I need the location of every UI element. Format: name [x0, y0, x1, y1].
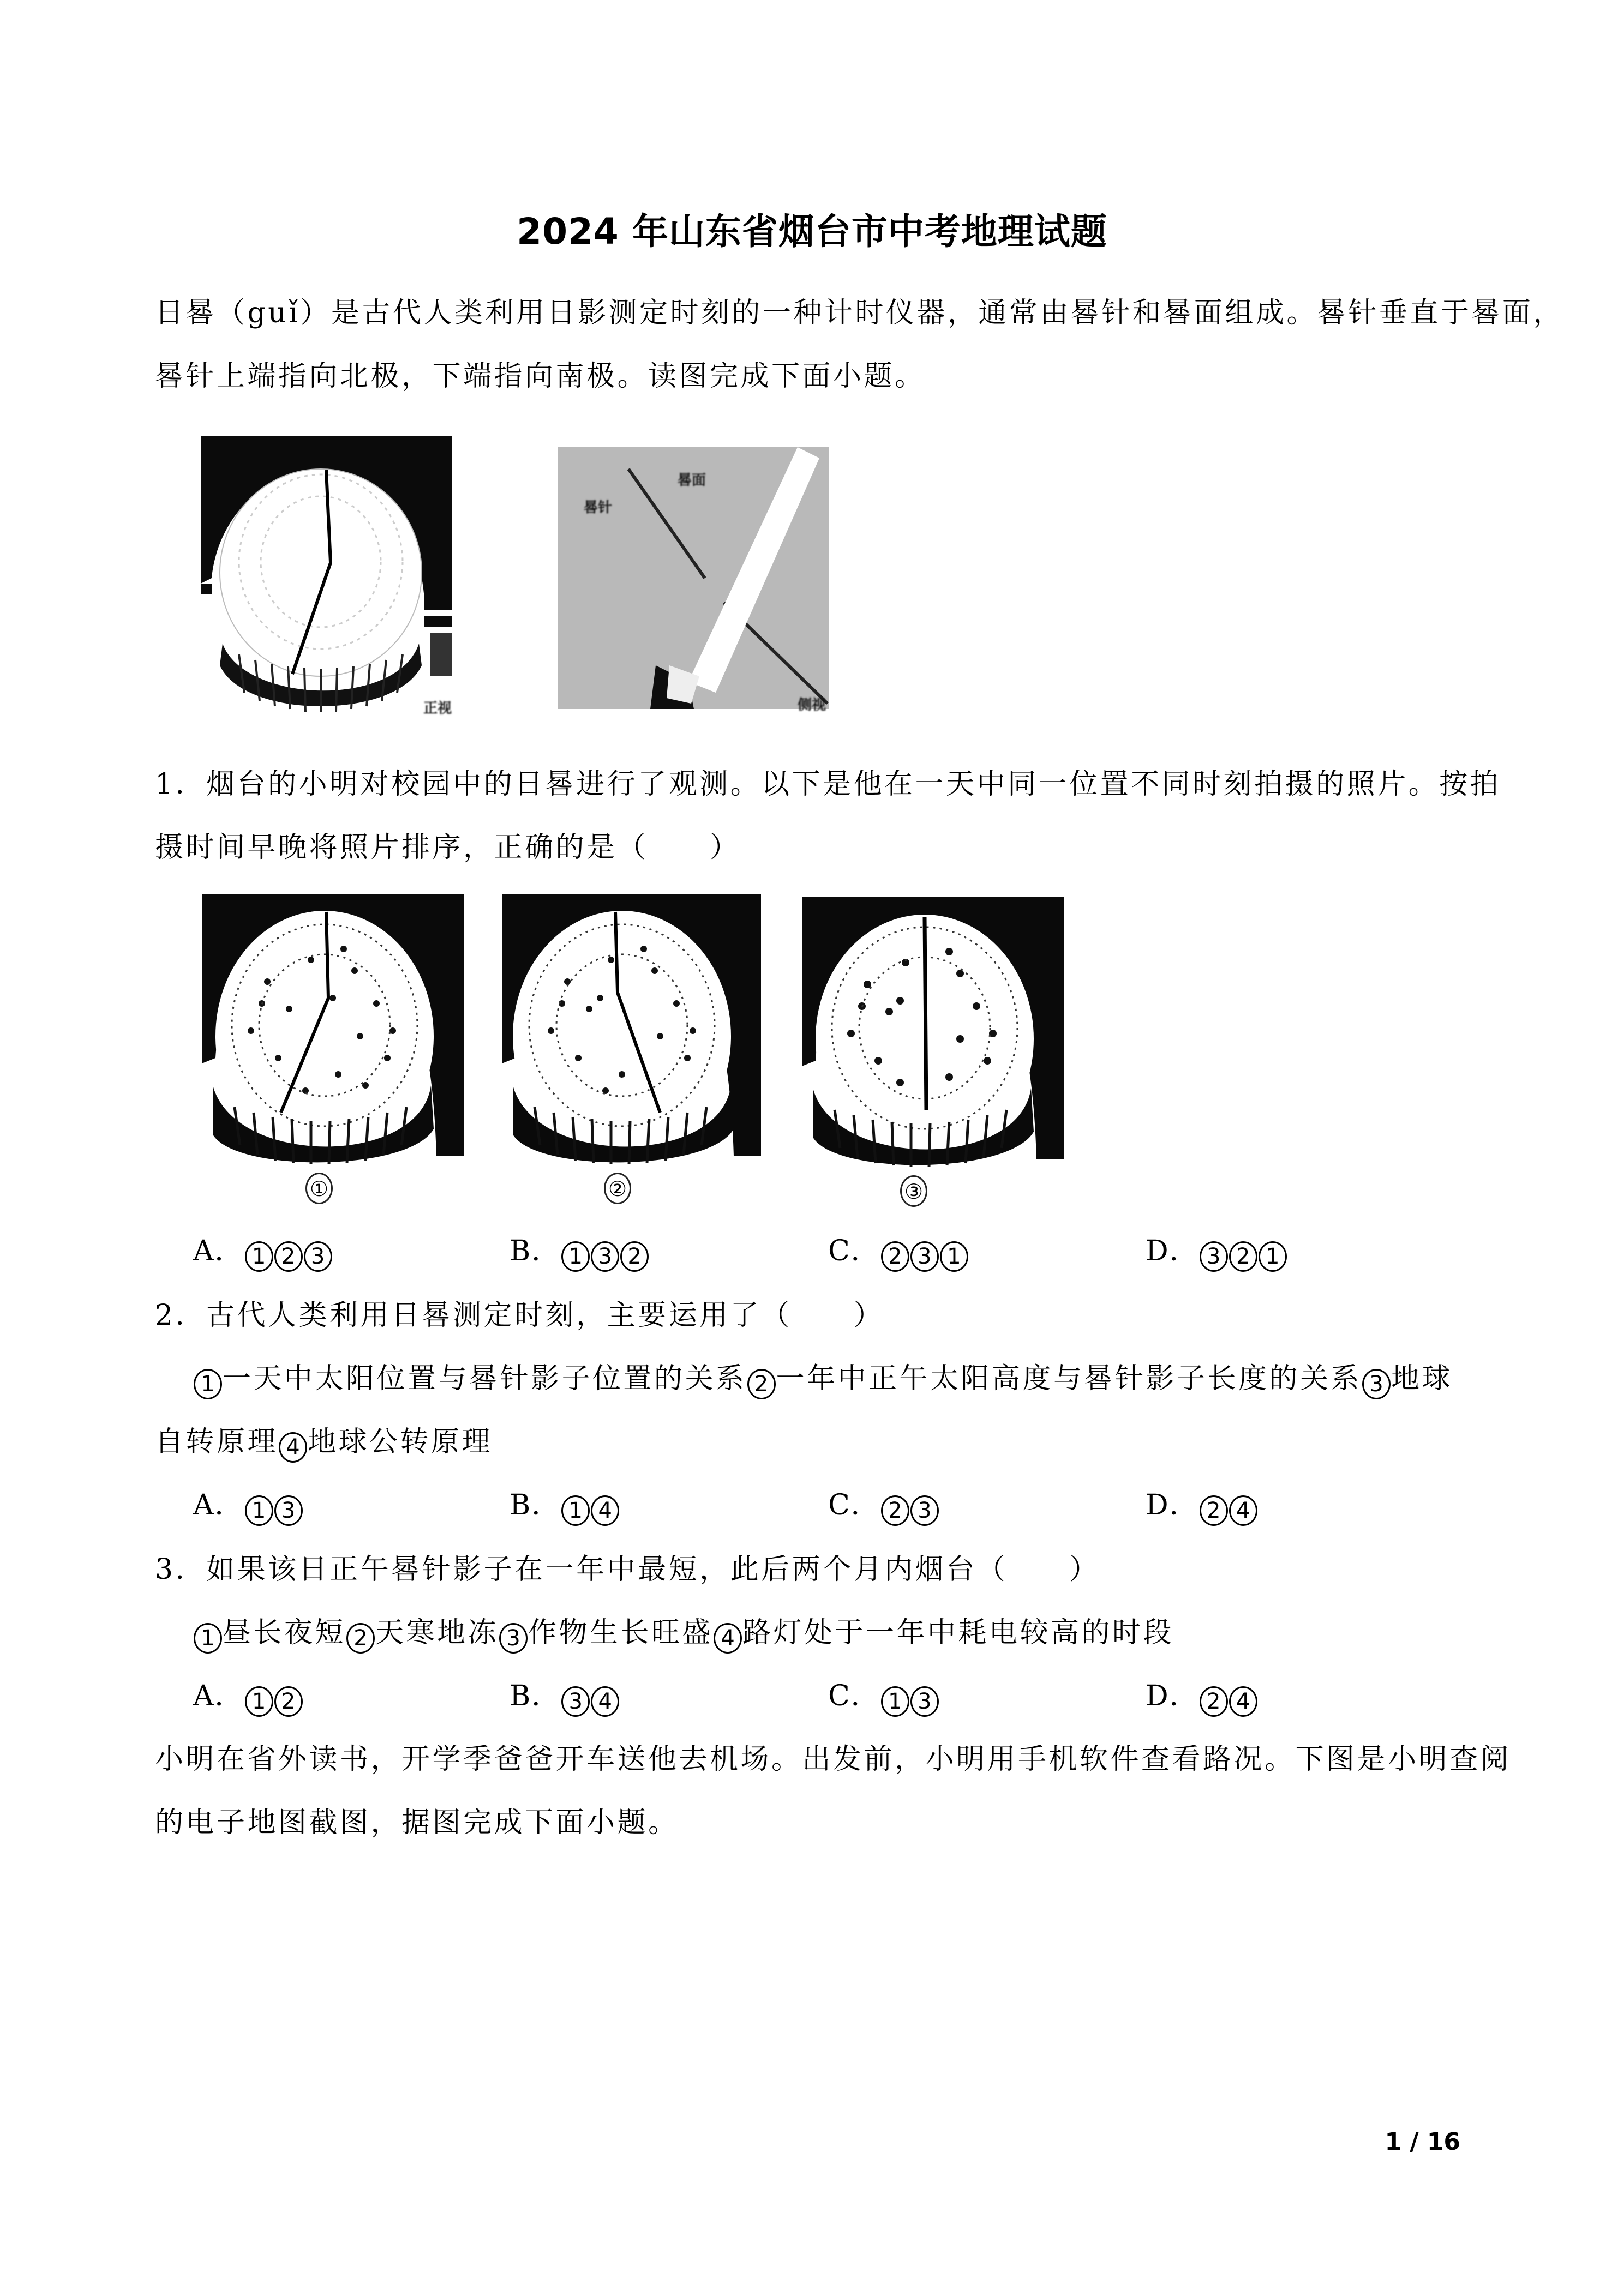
q2-stem: 2．古代人类利用日晷测定时刻，主要运用了（ ）	[155, 1299, 885, 1332]
q2-item-3-part-1: 地球	[1391, 1362, 1453, 1395]
sundial-photo-1-image	[202, 894, 464, 1167]
circled-number: 2	[881, 1241, 909, 1272]
page-number: 1 / 16	[1385, 2128, 1460, 2156]
q2-items-line-1	[193, 1362, 1453, 1399]
circled-number: 4	[1229, 1686, 1257, 1717]
option-letter: D．	[1146, 1680, 1199, 1712]
circled-number: 4	[714, 1623, 742, 1654]
circled-number: 1	[194, 1623, 222, 1654]
passage2-line-2: 的电子地图截图，据图完成下面小题。	[155, 1806, 679, 1839]
sundial-photo-2-image	[502, 894, 761, 1167]
q3-item-3: 作物生长旺盛	[528, 1616, 714, 1649]
sundial-front-view-image	[201, 436, 452, 721]
option-letter: A．	[193, 1235, 244, 1267]
photo-2-label: ②	[596, 1173, 639, 1204]
q2-option-d[interactable]	[1146, 1491, 1258, 1526]
circled-number: 3	[561, 1686, 590, 1717]
photo-1-label: ①	[297, 1173, 341, 1204]
side-view-needle-label: 晷针	[584, 500, 613, 516]
photo-3-label: ③	[892, 1175, 936, 1207]
option-letter: A．	[193, 1489, 244, 1522]
q3-option-c[interactable]	[828, 1682, 939, 1717]
circled-number: 1	[194, 1369, 222, 1399]
circled-number: 1	[561, 1241, 590, 1272]
circled-number: 4	[279, 1432, 307, 1463]
q2-item-4: 地球公转原理	[308, 1426, 493, 1458]
circled-number: 4	[1229, 1495, 1257, 1526]
circled-number: 3	[910, 1241, 939, 1272]
q2-option-c[interactable]	[828, 1491, 939, 1526]
q2-option-a[interactable]	[193, 1491, 303, 1526]
q2-item-1: 一天中太阳位置与晷针影子位置的关系	[223, 1362, 747, 1395]
q1-stem-line-2: 摄时间早晚将照片排序，正确的是（ ）	[155, 831, 741, 864]
sundial-photo-3-image	[802, 897, 1064, 1173]
circled-number: 2	[881, 1495, 909, 1526]
circled-number: 2	[1200, 1686, 1228, 1717]
circled-number: 3	[910, 1686, 939, 1717]
sundial-side-view-figure	[558, 436, 829, 723]
q3-option-b[interactable]	[510, 1682, 620, 1717]
q3-stem: 3．如果该日正午晷针影子在一年中最短，此后两个月内烟台（ ）	[155, 1553, 1100, 1586]
intro-line-1: 日晷（guǐ）是古代人类利用日影测定时刻的一种计时仪器，通常由晷针和晷面组成。晷针垂直于晷面，	[155, 297, 1564, 329]
sundial-photo-1	[202, 894, 464, 1167]
circled-number: 3	[591, 1241, 619, 1272]
q3-items-line	[193, 1616, 1174, 1654]
intro-line-2: 晷针上端指向北极，下端指向南极。读图完成下面小题。	[155, 360, 926, 393]
circled-number: 1	[1259, 1241, 1287, 1272]
circled-number: 4	[591, 1686, 619, 1717]
option-letter: B．	[510, 1489, 561, 1522]
circled-number: 1	[561, 1495, 590, 1526]
circled-number: 3	[910, 1495, 939, 1526]
circled-number: 2	[274, 1241, 303, 1272]
q1-stem-line-1: 1．烟台的小明对校园中的日晷进行了观测。以下是他在一天中同一位置不同时刻拍摄的照片。按拍	[155, 768, 1501, 801]
circled-number: 3	[1362, 1369, 1391, 1399]
passage2-line-1: 小明在省外读书，开学季爸爸开车送他去机场。出发前，小明用手机软件查看路况。下图是小明查阅	[155, 1743, 1512, 1776]
side-view-label: 侧视	[798, 697, 826, 713]
circled-number: 2	[1200, 1495, 1228, 1526]
q1-option-d[interactable]	[1146, 1237, 1287, 1272]
circled-number: 1	[245, 1686, 273, 1717]
circled-number: 3	[499, 1623, 528, 1654]
q3-option-d[interactable]	[1146, 1682, 1258, 1717]
circled-number: 1	[940, 1241, 968, 1272]
q3-item-4: 路灯处于一年中耗电较高的时段	[742, 1616, 1174, 1649]
circled-number: 3	[304, 1241, 332, 1272]
circled-number: 3	[274, 1495, 303, 1526]
page-title: 2024 年山东省烟台市中考地理试题	[517, 211, 1107, 253]
sundial-photo-3	[802, 897, 1064, 1173]
q1-option-b[interactable]	[510, 1237, 649, 1272]
q2-option-b[interactable]	[510, 1491, 620, 1526]
circled-number: 2	[346, 1623, 375, 1654]
option-letter: B．	[510, 1235, 561, 1267]
q3-option-a[interactable]	[193, 1682, 303, 1717]
front-view-label: 正视	[423, 700, 452, 717]
circled-number: 1	[881, 1686, 909, 1717]
circled-number: 4	[591, 1495, 619, 1526]
sundial-front-view-figure	[201, 436, 452, 721]
option-letter: C．	[828, 1680, 880, 1712]
q2-item-3-part-2: 自转原理	[155, 1426, 279, 1458]
q2-items-line-2	[155, 1428, 493, 1463]
circled-number: 1	[245, 1495, 273, 1526]
circled-number: 2	[274, 1686, 303, 1717]
option-letter: D．	[1146, 1235, 1199, 1267]
sundial-photo-2	[502, 894, 761, 1167]
option-letter: B．	[510, 1680, 561, 1712]
circled-number: 2	[1229, 1241, 1257, 1272]
circled-number: 3	[1200, 1241, 1228, 1272]
option-letter: D．	[1146, 1489, 1199, 1522]
q3-item-2: 天寒地冻	[375, 1616, 499, 1649]
q1-option-c[interactable]	[828, 1237, 969, 1272]
circled-number: 1	[245, 1241, 273, 1272]
side-view-face-label: 晷面	[678, 472, 706, 489]
option-letter: C．	[828, 1235, 880, 1267]
q3-item-1: 昼长夜短	[223, 1616, 346, 1649]
q2-item-2: 一年中正午太阳高度与晷针影子长度的关系	[776, 1362, 1362, 1395]
option-letter: C．	[828, 1489, 880, 1522]
q1-option-a[interactable]	[193, 1237, 333, 1272]
option-letter: A．	[193, 1680, 244, 1712]
circled-number: 2	[620, 1241, 649, 1272]
circled-number: 2	[747, 1369, 776, 1399]
